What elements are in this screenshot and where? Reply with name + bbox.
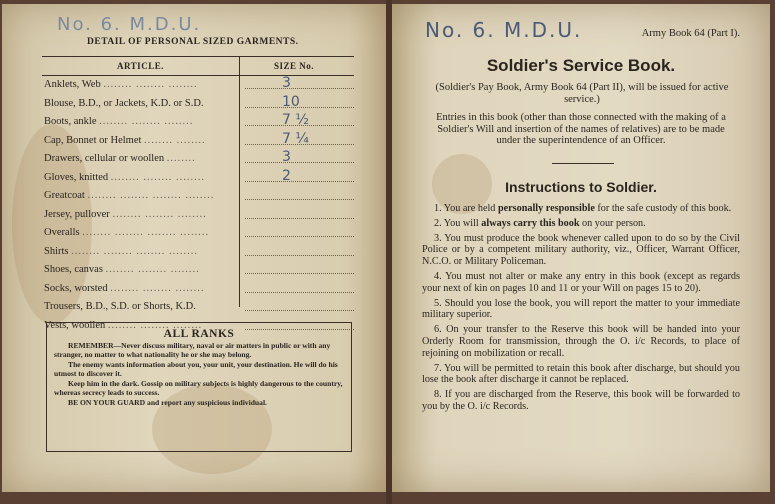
table-row [42, 150, 354, 169]
notice-paragraph: Keep him in the dark. Gossip on military subjects is highly dangerous to the country, whereas secrecy leads to success. [54, 379, 343, 397]
size-column-header: SIZE No. [274, 61, 315, 71]
table-row [42, 169, 354, 188]
table-row [42, 261, 354, 280]
article-name: Shirts ........ ........ ........ ........ [44, 245, 199, 257]
size-value: 7 ¼ [282, 130, 309, 147]
instruction-item: 4. You must not alter or make any entry in this book (except as regards your next of kin on pages 10 and 11 or your Will on pages 15 to 20). [422, 270, 740, 294]
table-row [42, 113, 354, 132]
article-name: Socks, worsted ........ ........ ........ [44, 282, 205, 294]
notice-paragraph: BE ON YOUR GUARD and report any suspicious individual. [68, 398, 267, 407]
service-book-title: Soldier's Service Book. [486, 56, 676, 75]
article-name: Gloves, knitted ........ ........ ........ [44, 171, 206, 183]
table-row [42, 298, 354, 317]
handwritten-unit-number: No. 6. M.D.U. [425, 18, 583, 42]
article-name: Drawers, cellular or woollen ........ [44, 153, 196, 164]
size-value: 10 [282, 93, 300, 110]
article-name: Blouse, B.D., or Jackets, K.D. or S.D. [44, 97, 204, 109]
article-name: Jersey, pullover ........ ........ ........ [44, 208, 207, 220]
size-line [245, 162, 354, 163]
size-line [245, 310, 354, 311]
handwritten-unit-number: No. 6. M.D.U. [57, 14, 202, 35]
all-ranks-title: ALL RANKS [163, 328, 235, 340]
notice-paragraph: REMEMBER—Never discuss military, naval or air matters in public or with any stranger, no matter to what nationality he or she may belong. [54, 341, 331, 359]
size-value: 3 [282, 149, 291, 165]
article-name: Shoes, canvas ........ ........ ........ [44, 264, 200, 275]
article-name: Vests, woollen ........ ........ ........ [44, 319, 203, 331]
table-row [42, 206, 354, 225]
entries-note: Entries in this book (other than those connected with the making of a Soldier's Will and insertion of the names of relatives) are to be made under the superintendence of an Officer. [436, 112, 726, 146]
table-row [42, 132, 354, 151]
article-name: Greatcoat ........ ........ ........ ........ [44, 190, 215, 201]
article-name: Trousers, B.D., S.D. or Shorts, K.D. [44, 301, 196, 312]
garments-table [42, 56, 354, 335]
table-row [42, 187, 354, 206]
size-line [245, 199, 354, 200]
instruction-item: 1. You are held personally responsible for the safe custody of this book. [434, 203, 732, 214]
garments-title: DETAIL OF PERSONAL SIZED GARMENTS. [87, 37, 299, 47]
instructions-title: Instructions to Soldier. [505, 179, 657, 195]
table-row [42, 95, 354, 114]
article-name: Anklets, Web ........ ........ ........ [44, 79, 198, 90]
size-line [245, 218, 354, 219]
pay-book-note: (Soldier's Pay Book, Army Book 64 (Part II), will be issued for active service.) [435, 82, 729, 105]
article-name: Boots, ankle ........ ........ ........ [44, 116, 194, 127]
instruction-item: 2. You will always carry this book on your person. [434, 217, 646, 229]
table-rows [42, 76, 354, 335]
instruction-item: 8. If you are discharged from the Reserve, this book will be forwarded to you by the O. i/c Records. [422, 389, 740, 412]
divider-rule [552, 163, 614, 164]
table-row [42, 280, 354, 299]
instruction-item: 5. Should you lose the book, you will report the matter to your immediate military superior. [422, 297, 740, 321]
article-column-header: ARTICLE. [117, 61, 164, 71]
table-header [42, 56, 354, 76]
size-line [245, 273, 354, 274]
army-book-label: Army Book 64 (Part I). [641, 28, 740, 39]
size-line [245, 181, 354, 182]
instructions-list [422, 203, 740, 416]
table-row [42, 76, 354, 95]
article-name: Overalls ........ ........ ........ ........ [44, 227, 210, 238]
size-value: 2 [282, 167, 291, 184]
all-ranks-notice [44, 319, 352, 452]
size-value: 7 ½ [282, 112, 309, 128]
table-row [42, 224, 354, 243]
size-line [245, 255, 354, 256]
instruction-item: 3. You must produce the book whenever called upon to do so by the Civil Police or by a competent military authority, viz., Officer, Warrant Officer, N.C.O. or Military Policeman. [422, 232, 740, 268]
instruction-item: 6. On your transfer to the Reserve this book will be handed into your Orderly Room for transmission, through the O. i/c Records, to place of rejoining on mobilization or recall. [422, 324, 740, 359]
instruction-item: 7. You will be permitted to retain this book after discharge, but should you lose the book after discharge it cannot be replaced. [422, 362, 740, 386]
left-page [2, 4, 386, 492]
right-page [392, 4, 770, 492]
size-line [245, 88, 354, 89]
size-line [245, 236, 354, 237]
notice-paragraph: The enemy wants information about you, your unit, your destination. He will do his utmost to discover it. [54, 360, 338, 378]
table-row [42, 243, 354, 262]
size-line [245, 292, 354, 293]
size-value: 3 [282, 75, 291, 91]
article-name: Cap, Bonnet or Helmet ........ ........ [44, 134, 206, 146]
